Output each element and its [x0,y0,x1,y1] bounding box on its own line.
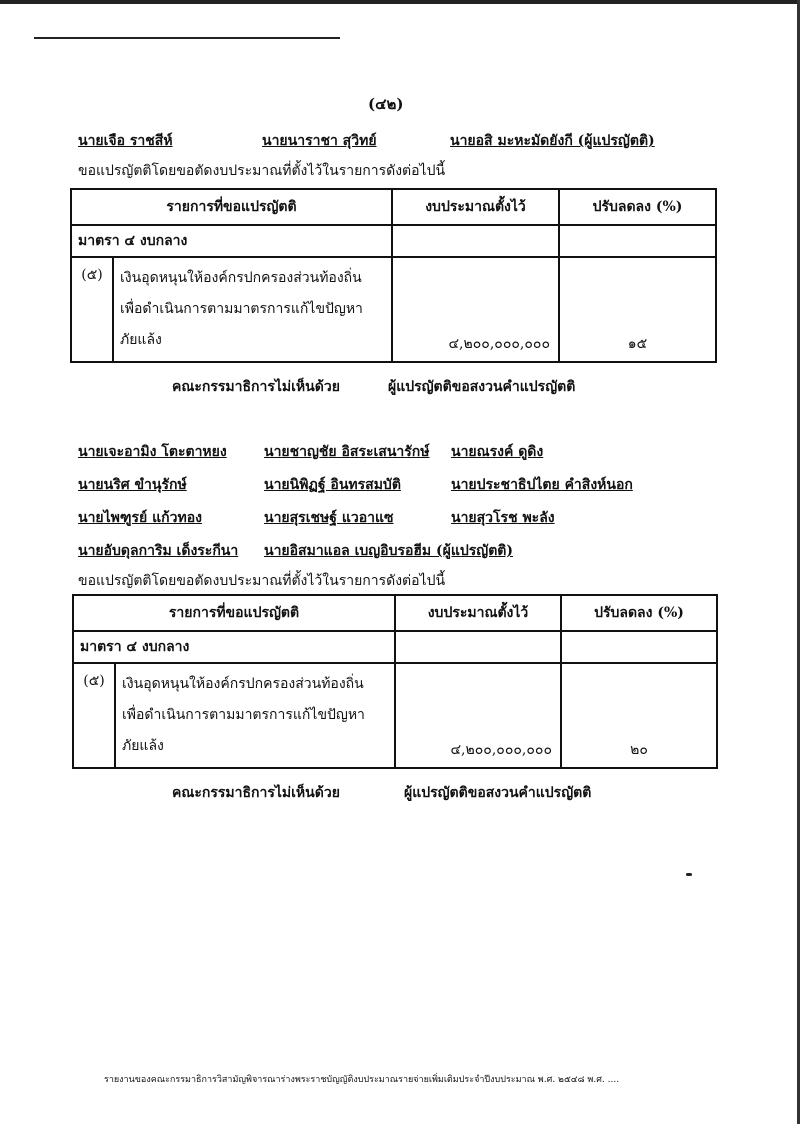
group1-name-2: นายนาราชา สุวิทย์ [262,133,377,149]
section-cut-empty [559,225,716,257]
item-desc-line-2: เพื่อดำเนินการตามมาตรการแก้ไขปัญหา [120,301,363,317]
header-budget: งบประมาณตั้งไว้ [392,189,559,225]
item-cut-percent: ๑๕ [559,257,716,362]
section-label: มาตรา ๔ งบกลาง [73,631,395,663]
member: นายไพฑูรย์ แก้วทอง [78,510,202,526]
group1-name-3: นายอสิ มะหะมัดยังกี (ผู้แปรญัตติ) [450,133,655,149]
member: นายชาญชัย อิสระเสนารักษ์ [264,444,430,460]
member: นายเจะอามิง โตะตาหยง [78,444,227,460]
member: นายนริศ ขำนุรักษ์ [78,477,187,493]
item-desc-line-1: เงินอุดหนุนให้องค์กรปกครองส่วนท้องถิ่น [120,270,362,286]
group2-mover-opinion: ผู้แปรญัตติขอสงวนคำแปรญัตติ [404,785,592,801]
group2-intro: ขอแปรญัตติโดยขอตัดงบประมาณที่ตั้งไว้ในรายการดังต่อไปนี้ [78,573,446,589]
header-cut: ปรับลดลง (%) [561,595,717,631]
item-desc-line-2: เพื่อดำเนินการตามมาตรการแก้ไขปัญหา [122,707,365,723]
item-description [116,664,394,767]
item-cell [73,663,395,768]
member: นายประชาธิปไตย คำสิงห์นอก [451,477,633,493]
section-budget-empty [395,631,561,663]
section-budget-empty [392,225,559,257]
item-number: (๕) [72,258,114,361]
group2-committee-opinion: คณะกรรมาธิการไม่เห็นด้วย [172,785,340,801]
item-amount: ๔,๒๐๐,๐๐๐,๐๐๐ [395,663,561,768]
item-cell [71,257,392,362]
member: นายสุวโรช พะลัง [451,510,555,526]
item-desc-line-3: ภัยแล้ง [122,738,164,754]
member: นายนิพิฏฐ์ อินทรสมบัติ [264,477,401,493]
item-desc-line-3: ภัยแล้ง [120,332,162,348]
item-desc-line-1: เงินอุดหนุนให้องค์กรปกครองส่วนท้องถิ่น [122,676,364,692]
scan-speck [686,873,692,876]
section-label: มาตรา ๔ งบกลาง [71,225,392,257]
page-footer: รายงานของคณะกรรมาธิการวิสามัญพิจารณาร่างพระราชบัญญัติงบประมาณรายจ่ายเพิ่มเติมประจำปีงบประมาณ พ.ศ. ๒๕๔๘ พ.ศ. .... [104,1075,620,1085]
group2-table [72,594,718,769]
member: นายอิสมาแอล เบญอิบรอฮีม (ผู้แปรญัตติ) [264,543,514,559]
header-item: รายการที่ขอแปรญัตติ [73,595,395,631]
item-cut-percent: ๒๐ [561,663,717,768]
scan-top-edge [0,0,800,4]
group1-committee-opinion: คณะกรรมาธิการไม่เห็นด้วย [172,379,340,395]
group1-table [70,188,717,363]
top-rule [34,37,340,39]
member: นายณรงค์ ดูดิง [451,444,544,460]
member: นายอับดุลการิม เด็งระกีนา [78,543,239,559]
section-cut-empty [561,631,717,663]
header-budget: งบประมาณตั้งไว้ [395,595,561,631]
group1-mover-opinion: ผู้แปรญัตติขอสงวนคำแปรญัตติ [388,379,576,395]
header-item: รายการที่ขอแปรญัตติ [71,189,392,225]
member: นายสุรเชษฐ์ แวอาแซ [264,510,394,526]
header-cut: ปรับลดลง (%) [559,189,716,225]
group1-intro: ขอแปรญัตติโดยขอตัดงบประมาณที่ตั้งไว้ในรายการดังต่อไปนี้ [78,163,446,179]
item-amount: ๔,๒๐๐,๐๐๐,๐๐๐ [392,257,559,362]
item-number: (๕) [74,664,116,767]
group1-name-1: นายเจือ ราชสีห์ [78,133,173,149]
page-number: (๔๒) [368,95,404,113]
item-description [114,258,391,361]
